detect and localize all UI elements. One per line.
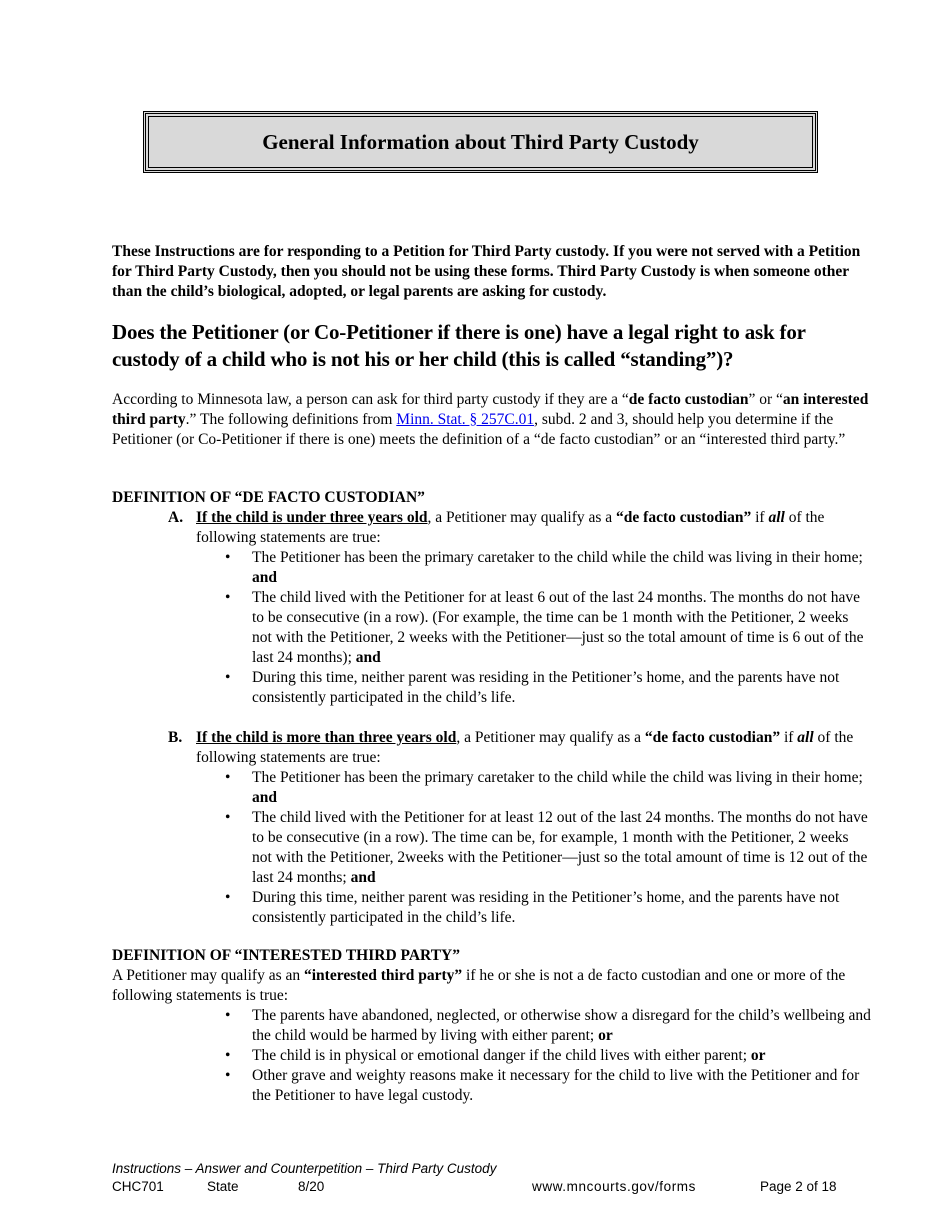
bullet-icon: •	[225, 549, 231, 566]
footer-url: www.mncourts.gov/forms	[532, 1179, 696, 1194]
list-item	[225, 1006, 872, 1046]
list-item	[225, 588, 872, 668]
interested-text-2: if he or she is not a de facto custodian and one or more of the following statements is true:	[112, 967, 846, 1004]
item-b-bold: “de facto custodian”	[644, 729, 781, 746]
interested-text-1: A Petitioner may qualify as an	[112, 967, 304, 984]
footer-form-code: CHC701	[112, 1179, 164, 1194]
item-b-text-1: , a Petitioner may qualify as a	[456, 729, 645, 746]
bullet-icon: •	[225, 589, 231, 606]
bullet-text: During this time, neither parent was residing in the Petitioner’s home, and the parents have not consistently participated in the child’s life.	[252, 669, 840, 706]
title-inner	[148, 116, 813, 168]
bullet-conjunction: and	[252, 789, 277, 806]
item-b-all: all	[797, 729, 814, 746]
bullet-text: The Petitioner has been the primary caretaker to the child while the child was living in their home;	[252, 769, 863, 786]
list-item	[225, 548, 872, 588]
bullet-conjunction: and	[252, 569, 277, 586]
item-a-bullets	[112, 548, 872, 708]
defacto-section	[112, 488, 872, 928]
item-b-letter: B.	[168, 729, 183, 746]
law-paragraph	[112, 390, 872, 450]
bullet-icon: •	[225, 769, 231, 786]
page-title: General Information about Third Party Custody	[262, 129, 699, 154]
item-a-text-2: if	[751, 509, 769, 526]
item-a-text-3: of the following statements are true:	[196, 509, 825, 546]
defacto-item-b	[112, 728, 872, 768]
bullet-conjunction: or	[598, 1027, 613, 1044]
bullet-conjunction: or	[750, 1047, 766, 1064]
bullet-text: The parents have abandoned, neglected, or otherwise show a disregard for the child’s wellbeing and the child would be harmed by living with either parent;	[252, 1007, 871, 1044]
list-item	[225, 1046, 872, 1066]
para-text-1: According to Minnesota law, a person can ask for third party custody if they are a “	[112, 391, 629, 408]
footer-page-number: Page 2 of 18	[760, 1179, 837, 1194]
interested-bold: “interested third party”	[304, 967, 463, 984]
interested-paragraph	[112, 966, 872, 1006]
interested-heading: DEFINITION OF “INTERESTED THIRD PARTY”	[112, 947, 460, 964]
title-box	[143, 111, 818, 173]
page-footer	[112, 1160, 852, 1196]
list-item	[225, 768, 872, 808]
bullet-text: The child is in physical or emotional danger if the child lives with either parent;	[252, 1047, 751, 1064]
bullet-text: The Petitioner has been the primary caretaker to the child while the child was living in their home;	[252, 549, 863, 566]
bullet-icon: •	[225, 1047, 231, 1064]
bullet-text: The child lived with the Petitioner for at least 12 out of the last 24 months. The months do not have to be consecutive (in a row). The time can be, for example, 1 month with the Petitioner, 2 weeks not with the Petitioner, 2weeks with the Petitioner—just so the total amount of time is 12 out of the last 24 months;	[252, 809, 868, 886]
bullet-text: During this time, neither parent was residing in the Petitioner’s home, and the parents have not consistently participated in the child’s life.	[252, 889, 840, 926]
para-text-3: .” The following definitions from	[185, 411, 397, 428]
intro-paragraph: These Instructions are for responding to a Petition for Third Party custody. If you were not served with a Petition for Third Party Custody, then you should not be using these forms. Third Party Custody is when someone other than the child’s biological, adopted, or legal parents are asking for custody.	[112, 243, 861, 300]
defacto-item-a	[112, 508, 872, 548]
bullet-text: Other grave and weighty reasons make it necessary for the child to live with the Petitioner and for the Petitioner to have legal custody.	[252, 1067, 860, 1104]
item-b-text-2: if	[780, 729, 798, 746]
footer-state: State	[207, 1179, 239, 1194]
list-item	[225, 808, 872, 888]
standing-question: Does the Petitioner (or Co-Petitioner if there is one) have a legal right to ask for custody of a child who is not his or her child (this is called “standing”)?	[112, 320, 806, 371]
bullet-icon: •	[225, 1007, 231, 1024]
para-bold-1: de facto custodian	[628, 391, 749, 408]
item-b-bullets	[112, 768, 872, 928]
list-item	[225, 888, 872, 928]
item-b-text-3: of the following statements are true:	[196, 729, 854, 766]
defacto-heading: DEFINITION OF “DE FACTO CUSTODIAN”	[112, 489, 425, 506]
bullet-icon: •	[225, 669, 231, 686]
bullet-conjunction: and	[355, 649, 381, 666]
item-a-text-1: , a Petitioner may qualify as a	[427, 509, 617, 526]
bullet-icon: •	[225, 889, 231, 906]
para-text-4: , subd. 2 and 3, should help you determine if the Petitioner (or Co-Petitioner if there is one) meets the definition of a “de facto custodian” or an “interested third party.”	[112, 411, 846, 448]
footer-meta-row	[112, 1178, 852, 1196]
item-a-all: all	[768, 509, 785, 526]
para-text-2: ” or “	[748, 391, 783, 408]
bullet-text: The child lived with the Petitioner for at least 6 out of the last 24 months. The months do not have to be consecutive (in a row). (For example, the time can be 1 month with the Petitioner, 2 weeks not with the Petitioner, 2 weeks with the Petitioner—just so the total amount of time is 6 out of the last 24 months);	[252, 589, 864, 666]
interested-section	[112, 946, 872, 1106]
item-a-condition: If the child is under three years old	[196, 509, 428, 526]
interested-bullets	[112, 1006, 872, 1106]
item-b-condition: If the child is more than three years old	[196, 729, 457, 746]
footer-date: 8/20	[298, 1179, 325, 1194]
bullet-conjunction: and	[350, 869, 376, 886]
statute-link[interactable]: Minn. Stat. § 257C.01	[396, 411, 535, 428]
list-item	[225, 1066, 872, 1106]
item-a-letter: A.	[168, 509, 184, 526]
bullet-icon: •	[225, 1067, 231, 1084]
item-a-bold: “de facto custodian”	[616, 509, 752, 526]
list-item	[225, 668, 872, 708]
bullet-icon: •	[225, 809, 231, 826]
para-bold-2: an interested third party	[112, 391, 869, 428]
footer-form-title: Instructions – Answer and Counterpetition – Third Party Custody	[112, 1161, 497, 1176]
